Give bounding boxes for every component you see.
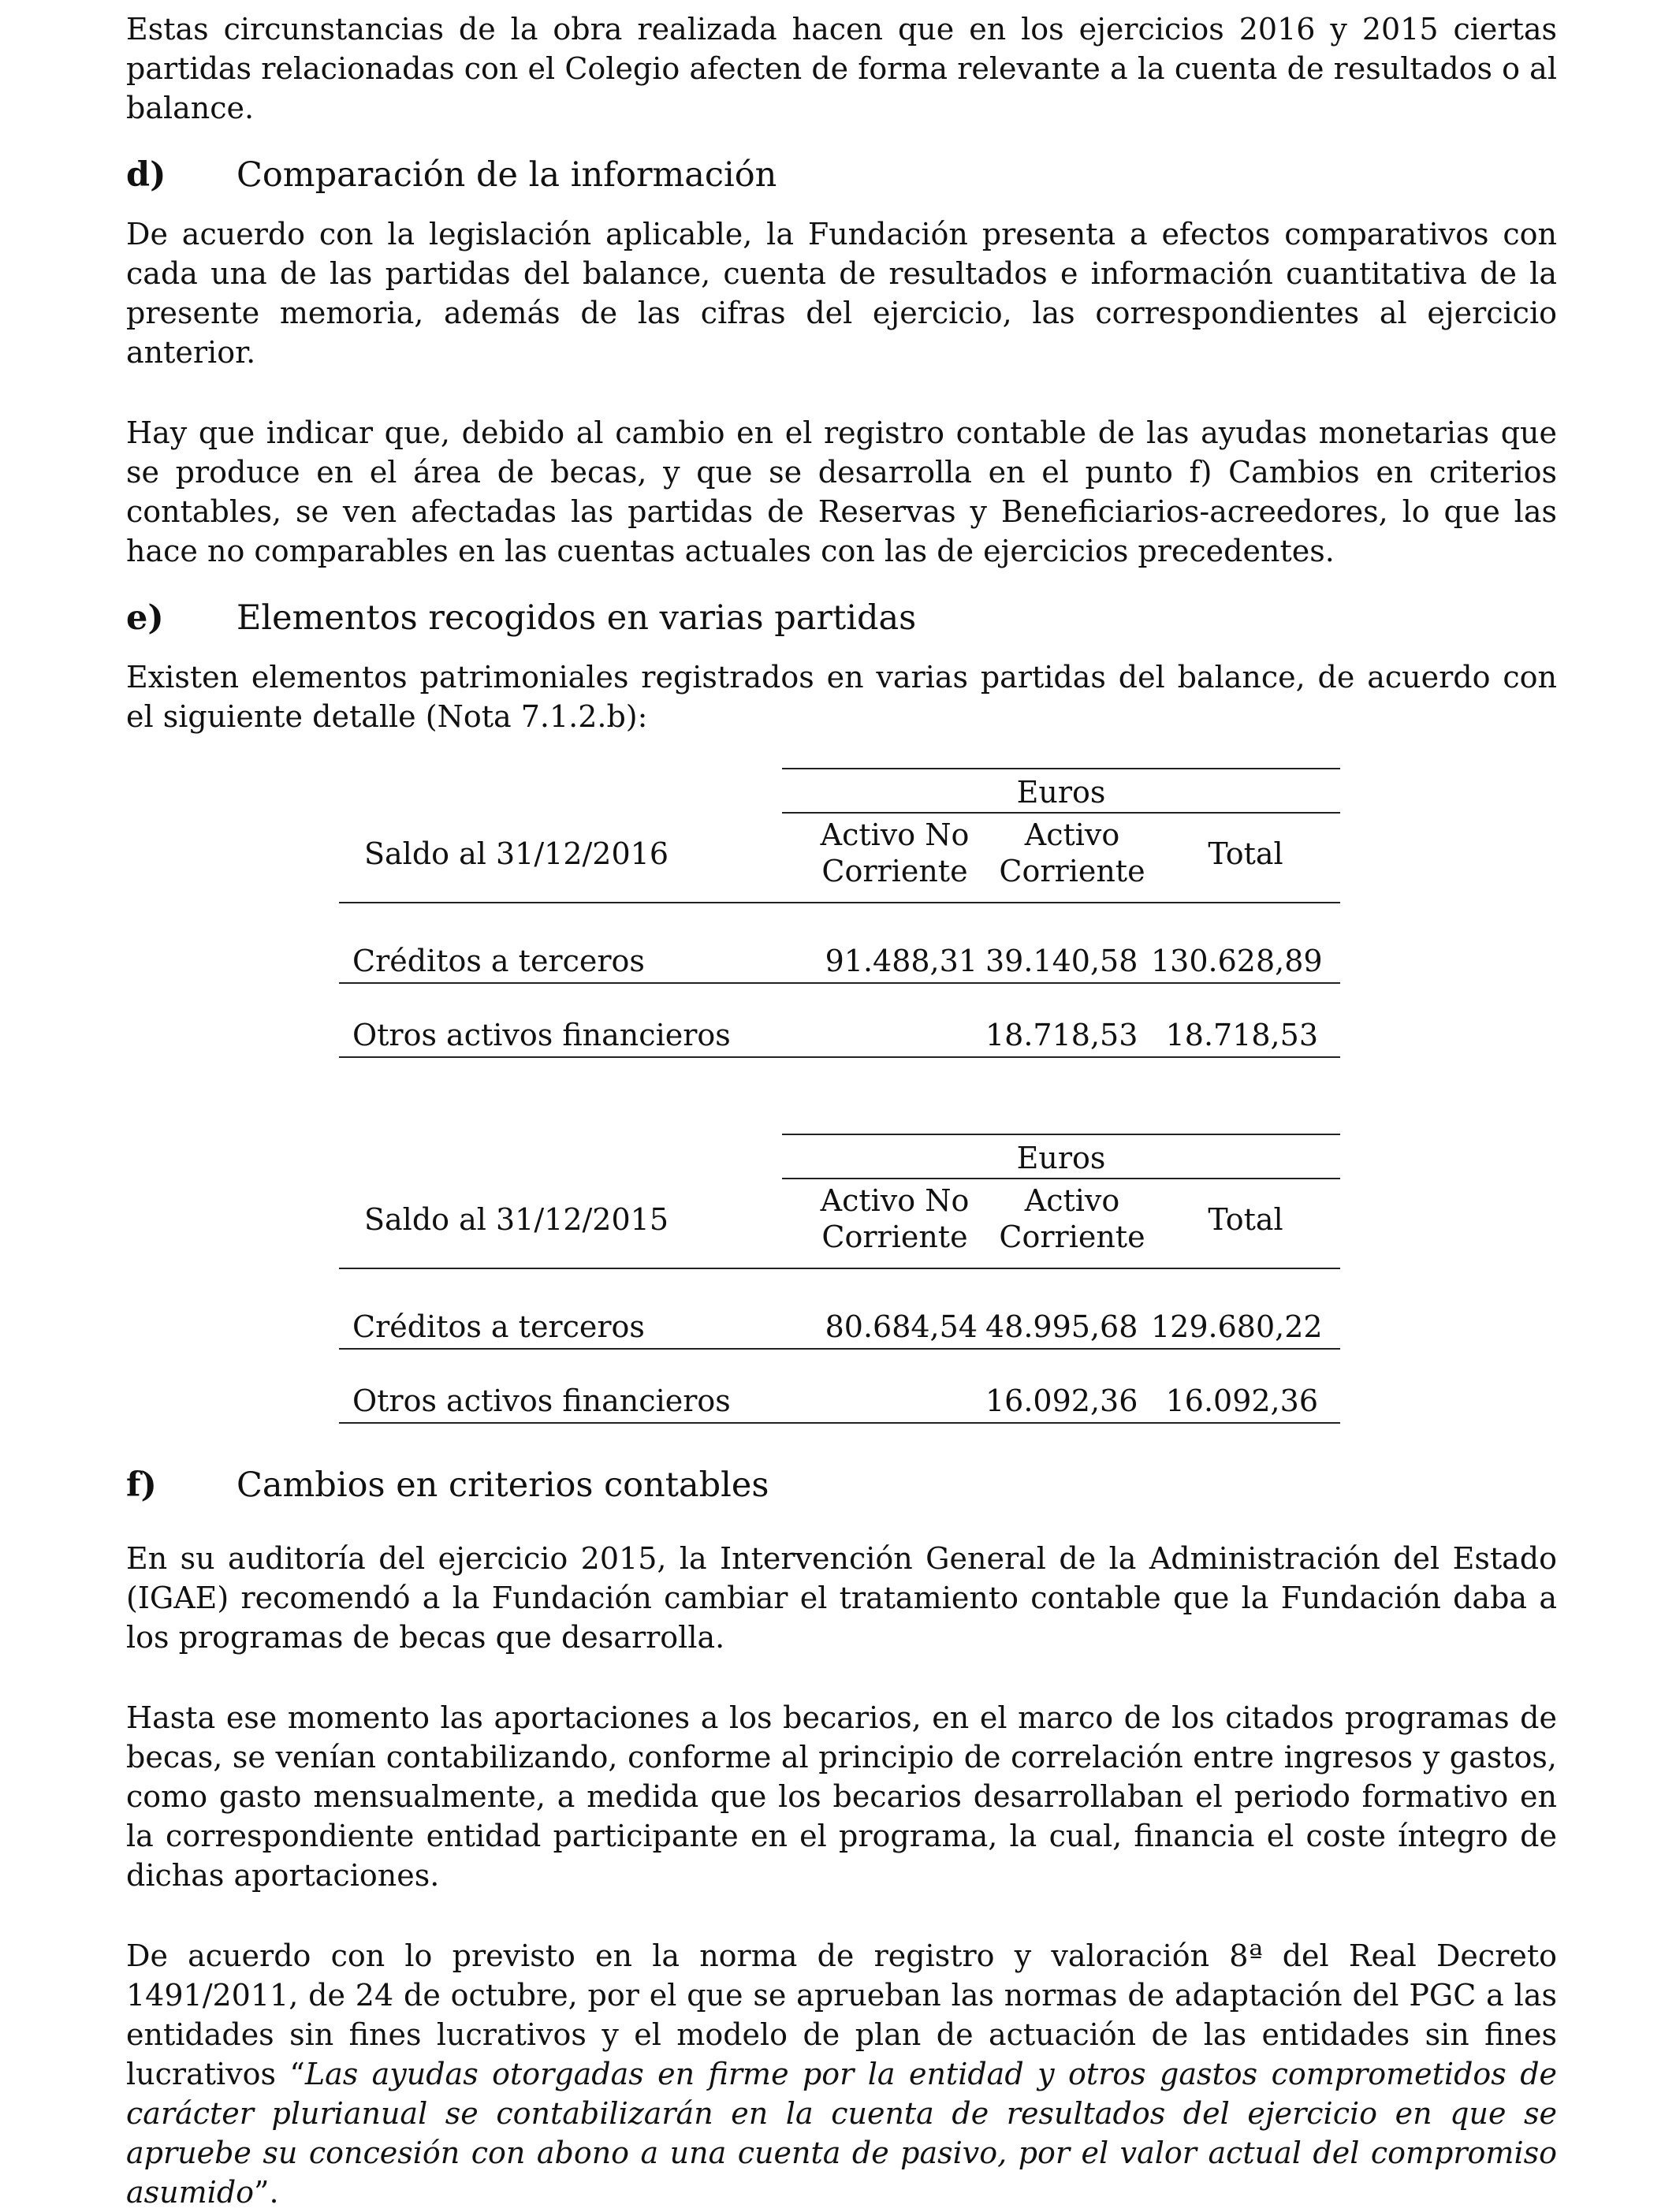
table-cell-ac: 18.718,53 xyxy=(985,1018,1138,1052)
column-header-activo-corriente xyxy=(993,817,1151,889)
column-header-line-2: Corriente xyxy=(999,854,1145,888)
column-header-line-2: Corriente xyxy=(821,1220,968,1254)
intro-paragraph: Estas circunstancias de la obra realizada hacen que en los ejercicios 2016 y 2015 ciertas partidas relacionadas con el Colegio afecten de forma relevante a la cuenta de resultados o al balance. xyxy=(126,12,1557,125)
column-header-line-1: Activo No xyxy=(820,1183,970,1218)
section-f-heading xyxy=(126,1463,1557,1507)
section-d-title: Comparación de la información xyxy=(237,155,777,195)
column-header-activo-no-corriente xyxy=(796,1182,993,1255)
balance-table-2015 xyxy=(126,1134,1557,1449)
table-cell-anc: 80.684,54 xyxy=(825,1309,978,1344)
table-cell-total: 129.680,22 xyxy=(1151,1309,1323,1344)
section-d-heading xyxy=(126,153,1557,197)
column-header-activo-corriente xyxy=(993,1182,1151,1255)
table-row-label: Otros activos financieros xyxy=(352,1383,731,1418)
section-f-paragraph-3-quote: Las ayudas otorgadas en firme por la entidad y otros gastos comprometidos de carácter plurianual se contabilizarán en la cuenta de resultados del ejercicio en que se apruebe su concesión con abono a una cuenta de pasivo, por el valor actual del compromiso asumido xyxy=(126,2057,1558,2210)
section-f-paragraph-1: En su auditoría del ejercicio 2015, la Intervención General de la Administración del Estado (IGAE) recomendó a la Fundación cambiar el tratamiento contable que la Fundación daba a los programas de becas que desarrolla. xyxy=(126,1541,1557,1655)
table-cell-anc: 91.488,31 xyxy=(825,944,978,978)
table-row-label: Créditos a terceros xyxy=(352,944,645,978)
table-saldo-label: Saldo al 31/12/2016 xyxy=(363,836,669,871)
column-header-line-2: Corriente xyxy=(999,1220,1145,1254)
section-d-letter: d) xyxy=(126,155,166,195)
column-header-line-1: Activo No xyxy=(820,817,970,852)
column-header-line-1: Activo xyxy=(1024,1183,1120,1218)
table-group-header: Euros xyxy=(1016,1141,1106,1175)
section-f-paragraph-3 xyxy=(126,1936,1557,2212)
section-d-paragraph-2: Hay que indicar que, debido al cambio en el registro contable de las ayudas monetarias que se produce en el área de becas, y que se desarrolla en el punto f) Cambios en criterios contables, se ven afectadas las partidas de Reservas y Beneficiarios-acreedores, lo que las hace no comparables en las cuentas actuales con las de ejercicios precedentes. xyxy=(126,415,1557,568)
table-cell-ac: 48.995,68 xyxy=(985,1309,1138,1344)
balance-table-2016 xyxy=(126,768,1557,1083)
table-row-label: Créditos a terceros xyxy=(352,1309,645,1344)
section-d-paragraph-1: De acuerdo con la legislación aplicable, la Fundación presenta a efectos comparativos con cada una de las partidas del balance, cuenta de resultados e información cuantitativa de la presente memoria, además de las cifras del ejercicio, las correspondientes al ejercicio anterior. xyxy=(126,217,1557,370)
column-header-line-1: Activo xyxy=(1024,817,1120,852)
section-e-letter: e) xyxy=(126,598,164,638)
section-f-letter: f) xyxy=(126,1465,157,1505)
document-page xyxy=(126,9,1557,2212)
section-e-paragraph: Existen elementos patrimoniales registrados en varias partidas del balance, de acuerdo con el siguiente detalle (Nota 7.1.2.b): xyxy=(126,660,1557,734)
column-header-line-2: Corriente xyxy=(821,854,968,888)
section-e-heading xyxy=(126,596,1557,640)
column-header-activo-no-corriente xyxy=(796,817,993,889)
section-e-title: Elementos recogidos en varias partidas xyxy=(237,598,917,638)
table-cell-total: 18.718,53 xyxy=(1165,1018,1318,1052)
table-cell-ac: 16.092,36 xyxy=(985,1383,1138,1418)
table-row-label: Otros activos financieros xyxy=(352,1018,731,1052)
section-f-paragraph-3-end: ”. xyxy=(254,2175,279,2210)
section-f-title: Cambios en criterios contables xyxy=(237,1465,769,1505)
table-group-header: Euros xyxy=(1016,775,1106,810)
section-f-paragraph-2: Hasta ese momento las aportaciones a los becarios, en el marco de los citados programas de becas, se venían contabilizando, conforme al principio de correlación entre ingresos y gastos, como gasto mensualmente, a medida que los becarios desarrollaban el periodo formativo en la correspondiente entidad participante en el programa, la cual, financia el coste íntegro de dichas aportaciones. xyxy=(126,1700,1557,1893)
table-cell-total: 130.628,89 xyxy=(1151,944,1323,978)
table-cell-ac: 39.140,58 xyxy=(985,944,1138,978)
table-cell-total: 16.092,36 xyxy=(1165,1383,1318,1418)
table-saldo-label: Saldo al 31/12/2015 xyxy=(363,1202,669,1237)
column-header-total: Total xyxy=(1208,836,1283,871)
section-f-paragraph-3-normal: De acuerdo con lo previsto en la norma de registro y valoración 8ª del Real Decreto 1491/2011, de 24 de octubre, por el que se aprueban las normas de adaptación del PGC a las entidades sin fines lucrativos y el modelo de plan de actuación de las entidades sin fines lucrativos “ xyxy=(126,1938,1557,2091)
column-header-total: Total xyxy=(1208,1202,1283,1237)
